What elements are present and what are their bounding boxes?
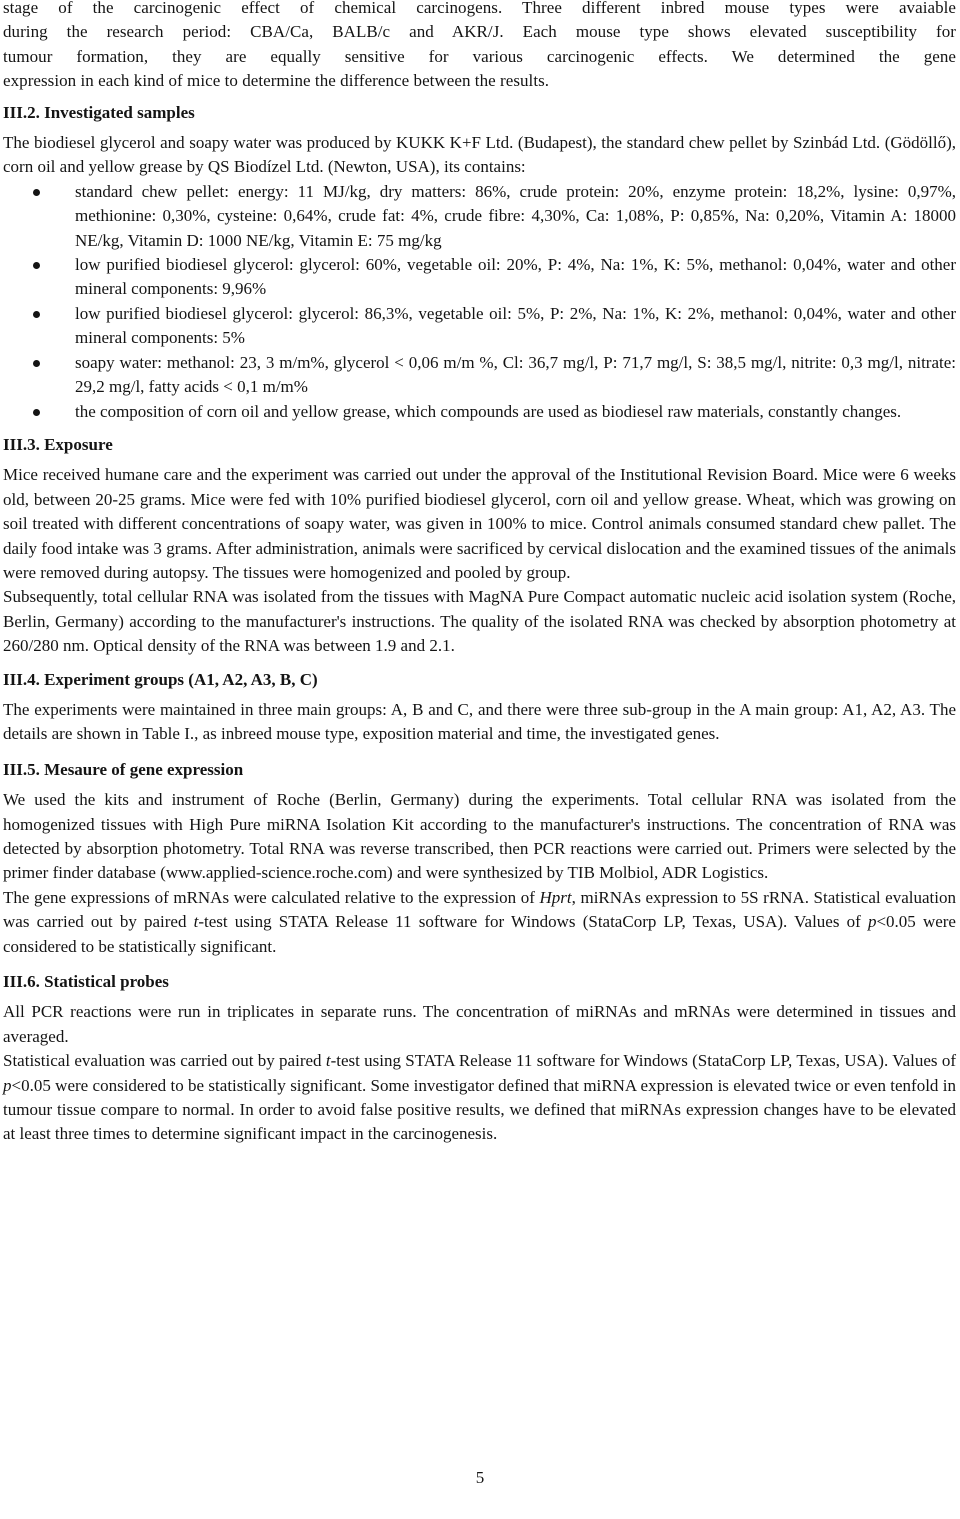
samples-paragraph: The biodiesel glycerol and soapy water was produced by KUKK K+F Ltd. (Budapest), the standard chew pellet by Szinbád Ltd. (Gödöllő), corn oil and yellow grease by QS Biodízel Ltd. (Newton, USA), its contains: [3,133,956,177]
bullet-icon [33,360,40,367]
list-item: soapy water: methanol: 23, 3 m/m%, glycerol < 0,06 m/m %, Cl: 36,7 mg/l, P: 71,7 mg/l, S: 38,5 mg/l, nitrite: 0,3 mg/l, nitrate: 29,2 mg/l, fatty acids < 0,1 m/m% [3,351,956,400]
list-item: the composition of corn oil and yellow grease, which compounds are used as biodiesel raw materials, constantly changes. [3,400,956,424]
experiment-groups-paragraph: The experiments were maintained in three main groups: A, B and C, and there were three sub-group in the A main group: A1, A2, A3. The details are shown in Table I., as inbreed mouse type, exposition material and time, the investigated genes. [3,699,956,744]
list-item: low purified biodiesel glycerol: glycerol: 60%, vegetable oil: 20%, P: 4%, Na: 1%, K: 5%, methanol: 0,04%, water and other mineral components: 9,96% [3,253,956,302]
list-item: low purified biodiesel glycerol: glycerol: 86,3%, vegetable oil: 5%, P: 2%, Na: 1%, K: 2%, methanol: 0,04%, water and other mineral components: 5% [3,302,956,351]
intro-line: stage of the carcinogenic effect of chemical carcinogens. Three different inbred mouse types were avaiable [3,0,956,17]
section-heading-exposure: III.3. Exposure [3,434,113,454]
page-number: 5 [475,1468,485,1487]
intro-line: during the research period: CBA/Ca, BALB/c and AKR/J. Each mouse type shows elevated susceptibility for [3,22,956,42]
bullet-icon [33,189,40,196]
section-heading-investigated-samples: III.2. Investigated samples [3,102,195,122]
statistics-paragraph: Statistical evaluation was carried out by paired t-test using STATA Release 11 software for Windows (StataCorp LP, Texas, USA). Values of p<0.05 were considered to be statistically significant. Some investigator defined that miRNA expression is elevated twice or even tenfold in tumour tissue compare to normal. In order to avoid false positive results, we defined that miRNAs expression changes have to be elevated at least three times to determine significant impact in the carcinogenesis. [3,1051,956,1144]
section-heading-statistical-probes: III.6. Statistical probes [3,972,169,992]
gene-expression-paragraph: We used the kits and instrument of Roche (Berlin, Germany) during the experiments. Total cellular RNA was isolated from the homogenized tissues with High Pure miRNA Isolation Kit according to the manufacturer's instructions. The concentration of RNA was detected by absorption photometry. Total RNA was reverse transcribed, then PCR reactions were carried out. Primers were selected by the primer finder database (www.applied-science.roche.com) and were synthesized by TIB Molbiol, ADR Logistics. [3,790,956,883]
section-heading-experiment-groups: III.4. Experiment groups (A1, A2, A3, B, C) [3,669,318,689]
intro-paragraph [3,0,956,94]
expression-calc-paragraph: The gene expressions of mRNAs were calculated relative to the expression of Hprt, miRNAs expression to 5S rRNA. Statistical evaluation was carried out by paired t-test using STATA Release 11 software for Windows (StataCorp LP, Texas, USA). Values of p<0.05 were considered to be statistically significant. [3,887,956,956]
intro-line: expression in each kind of mice to determine the difference between the results. [3,71,550,91]
document-page [3,0,956,1147]
rna-isolation-paragraph: Subsequently, total cellular RNA was isolated from the tissues with MagNA Pure Compact automatic nucleic acid isolation system (Roche, Berlin, Germany) according to the manufacturer's instructions. The quality of the isolated RNA was checked by absorption photometry at 260/280 nm. Optical density of the RNA was between 1.9 and 2.1. [3,587,956,656]
bullet-icon [33,311,40,318]
bullet-icon [33,409,40,416]
exposure-paragraph: Mice received humane care and the experiment was carried out under the approval of the Institutional Revision Board. Mice were 6 weeks old, between 20-25 grams. Mice were fed with 10% purified biodiesel glycerol, corn oil and yellow grease. Wheat, which was growing on soil treated with different concentrations of soapy water, was given in 100% to mice. Control animals consumed standard chew pallet. The daily food intake was 3 grams. After administration, animals were sacrificed by cervical dislocation and the examined tissues of the animals were removed during autopsy. The tissues were homogenized and pooled by group. [3,465,956,582]
pcr-paragraph: All PCR reactions were run in triplicates in separate runs. The concentration of miRNAs and mRNAs were determined in tissues and averaged. [3,1002,956,1046]
intro-line: tumour formation, they are equally sensitive for various carcinogenic effects. We determined the gene [3,46,956,66]
composition-list [3,180,956,424]
bullet-icon [33,262,40,269]
list-item: standard chew pellet: energy: 11 MJ/kg, dry matters: 86%, crude protein: 20%, enzyme protein: 18,2%, lysine: 0,97%, methionine: 0,30%, cysteine: 0,64%, crude fat: 4%, crude fibre: 4,30%, Ca: 1,08%, P: 0,85%, Na: 0,20%, Vitamin A: 18000 NE/kg, Vitamin D: 1000 NE/kg, Vitamin E: 75 mg/kg [3,180,956,253]
section-heading-gene-expression: III.5. Mesaure of gene expression [3,759,244,779]
